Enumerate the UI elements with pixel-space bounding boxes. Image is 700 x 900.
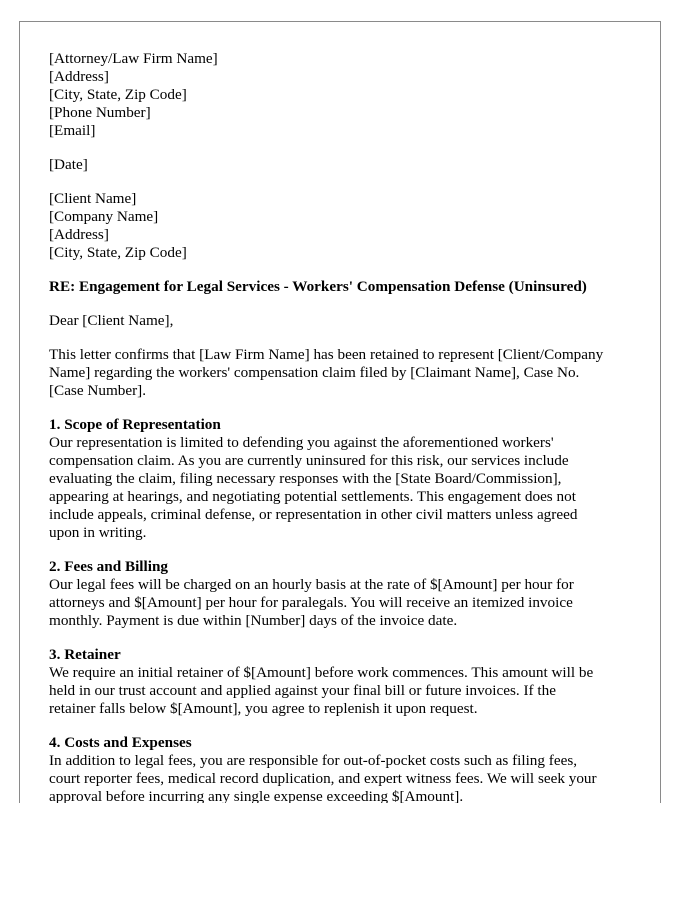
- spacer: [49, 542, 649, 558]
- section-fees: [49, 558, 649, 630]
- section-line: Our representation is limited to defending you against the aforementioned workers': [49, 434, 554, 451]
- spacer: [49, 330, 649, 346]
- section-line: evaluating the claim, filing necessary responses with the [State Board/Commission],: [49, 470, 562, 487]
- sender-phone: [Phone Number]: [49, 104, 151, 121]
- section-line: approval before incurring any single expense exceeding $[Amount].: [49, 788, 464, 803]
- intro-paragraph: [49, 346, 649, 400]
- section-heading: 2. Fees and Billing: [49, 558, 168, 575]
- recipient-company-name: [Company Name]: [49, 208, 159, 225]
- sender-city-state-zip: [City, State, Zip Code]: [49, 86, 187, 103]
- spacer: [49, 296, 649, 312]
- spacer: [49, 174, 649, 190]
- section-heading: 1. Scope of Representation: [49, 416, 221, 433]
- section-line: compensation claim. As you are currently uninsured for this risk, our services include: [49, 452, 569, 469]
- recipient-address: [Address]: [49, 226, 109, 243]
- section-line: include appeals, criminal defense, or representation in other civil matters unless agreed: [49, 506, 578, 523]
- spacer: [49, 630, 649, 646]
- section-line: We require an initial retainer of $[Amount] before work commences. This amount will be: [49, 664, 594, 681]
- section-line: retainer falls below $[Amount], you agree to replenish it upon request.: [49, 700, 478, 717]
- section-heading: 3. Retainer: [49, 646, 121, 663]
- section-line: In addition to legal fees, you are responsible for out-of-pocket costs such as filing fees,: [49, 752, 578, 769]
- spacer: [49, 718, 649, 734]
- subject-block: [49, 278, 649, 296]
- spacer: [49, 400, 649, 416]
- recipient-city-state-zip: [City, State, Zip Code]: [49, 244, 187, 261]
- salutation-block: [49, 312, 649, 330]
- section-line: Our legal fees will be charged on an hourly basis at the rate of $[Amount] per hour for: [49, 576, 574, 593]
- letter-content: [49, 50, 649, 803]
- sender-email: [Email]: [49, 122, 96, 139]
- sender-name: [Attorney/Law Firm Name]: [49, 50, 218, 67]
- recipient-block: [49, 190, 649, 262]
- intro-line: Name] regarding the workers' compensation claim filed by [Claimant Name], Case No.: [49, 364, 580, 381]
- intro-line: This letter confirms that [Law Firm Name] has been retained to represent [Client/Company: [49, 346, 604, 363]
- section-retainer: [49, 646, 649, 718]
- section-line: upon in writing.: [49, 524, 147, 541]
- date-block: [49, 156, 649, 174]
- section-line: appearing at hearings, and negotiating potential settlements. This engagement does not: [49, 488, 576, 505]
- spacer: [49, 140, 649, 156]
- section-costs: [49, 734, 649, 803]
- section-heading: 4. Costs and Expenses: [49, 734, 192, 751]
- section-line: held in our trust account and applied against your final bill or future invoices. If the: [49, 682, 556, 699]
- section-scope: [49, 416, 649, 542]
- intro-line: [Case Number].: [49, 382, 146, 399]
- section-line: monthly. Payment is due within [Number] days of the invoice date.: [49, 612, 458, 629]
- sender-address: [Address]: [49, 68, 109, 85]
- letter-date: [Date]: [49, 156, 88, 173]
- spacer: [49, 262, 649, 278]
- section-line: court reporter fees, medical record duplication, and expert witness fees. We will seek your: [49, 770, 597, 787]
- subject-line: RE: Engagement for Legal Services - Workers' Compensation Defense (Uninsured): [49, 278, 587, 295]
- recipient-client-name: [Client Name]: [49, 190, 137, 207]
- salutation: Dear [Client Name],: [49, 312, 174, 329]
- sender-block: [49, 50, 649, 140]
- letter-page: [19, 21, 661, 803]
- section-line: attorneys and $[Amount] per hour for paralegals. You will receive an itemized invoice: [49, 594, 573, 611]
